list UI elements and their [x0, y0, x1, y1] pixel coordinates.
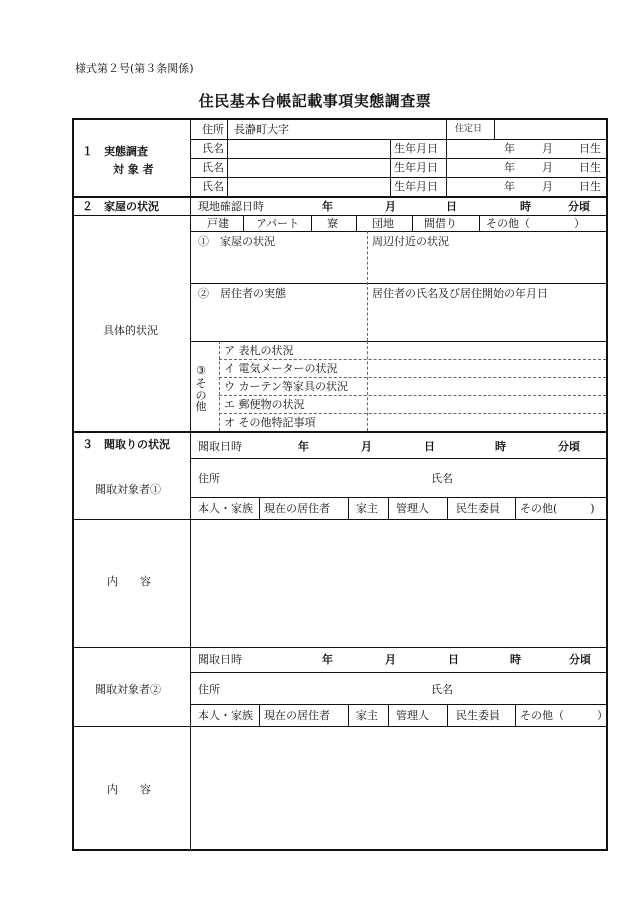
nameplate-label: ア 表札の状況	[224, 344, 294, 357]
birthdate-label: 生年月日	[394, 161, 438, 174]
birth-day-label: 日生	[579, 161, 601, 174]
target1-name-label: 氏名	[431, 472, 453, 485]
check-year-label: 年	[322, 200, 333, 213]
housing-type-detached[interactable]: 戸建	[207, 217, 229, 230]
interview1-month-label: 月	[361, 440, 372, 453]
interview2-time-label: 聞取日時	[198, 653, 242, 666]
site-check-label: 現地確認日時	[198, 200, 264, 213]
residence-date-label: 住定日	[455, 124, 483, 134]
address-field[interactable]: 長瀞町大字	[234, 123, 289, 136]
check-hour-label: 時	[520, 200, 531, 213]
section1-subheading: 対 象 者	[113, 163, 154, 176]
form-number: 様式第２号(第３条関係)	[75, 62, 194, 75]
name-label: 氏名	[202, 180, 224, 193]
housing-type-apartment[interactable]: アパート	[256, 217, 300, 230]
target2-relation-manager[interactable]: 管理人	[396, 709, 429, 722]
target1-relation-welfare[interactable]: 民生委員	[456, 502, 500, 515]
check-month-label: 月	[385, 200, 396, 213]
resident-status-label: ② 居住者の実態	[198, 287, 286, 300]
birth-year-label: 年	[504, 161, 515, 174]
interview2-month-label: 月	[385, 653, 396, 666]
interview2-day-label: 日	[448, 653, 459, 666]
target2-relation-welfare[interactable]: 民生委員	[456, 709, 500, 722]
survey-form-table	[72, 118, 608, 851]
interview2-minute-label: 分頃	[569, 653, 591, 666]
birth-month-label: 月	[542, 180, 553, 193]
name-label: 氏名	[202, 161, 224, 174]
electric-meter-label: イ 電気メーターの状況	[224, 362, 338, 375]
interview-target2-label: 聞取対象者②	[95, 683, 161, 696]
interview2-year-label: 年	[322, 653, 333, 666]
target1-relation-resident[interactable]: 現在の居住者	[264, 502, 330, 515]
birthdate-label: 生年月日	[394, 180, 438, 193]
interview1-hour-label: 時	[495, 440, 506, 453]
target1-address-label: 住所	[198, 472, 220, 485]
target2-relation-family[interactable]: 本人・家族	[198, 709, 253, 722]
section2-heading: ２ 家屋の状況	[82, 200, 159, 213]
residence-date-field[interactable]	[499, 124, 599, 136]
target2-relation-resident[interactable]: 現在の居住者	[264, 709, 330, 722]
birth-day-label: 日生	[579, 142, 601, 155]
content1-label: 内 容	[107, 575, 151, 588]
target1-relation-landlord[interactable]: 家主	[356, 502, 378, 515]
target1-relation-other[interactable]: その他( )	[520, 502, 595, 515]
resident-info-label: 居住者の氏名及び居住開始の年月日	[372, 287, 548, 300]
target2-relation-other[interactable]: その他（ ）	[520, 709, 608, 722]
curtain-furniture-label: ウ カーテン等家具の状況	[224, 380, 348, 393]
item3-number: ③	[196, 364, 206, 377]
target1-relation-manager[interactable]: 管理人	[396, 502, 429, 515]
interview1-minute-label: 分頃	[558, 440, 580, 453]
birth-year-label: 年	[504, 142, 515, 155]
birthdate-label: 生年月日	[394, 142, 438, 155]
content1-field[interactable]	[194, 523, 602, 643]
detail-label: 具体的状況	[103, 324, 158, 337]
interview-target1-label: 聞取対象者①	[95, 483, 161, 496]
section1-heading: １ 実態調査	[82, 145, 148, 158]
interview1-day-label: 日	[424, 440, 435, 453]
housing-type-dormitory[interactable]: 寮	[327, 217, 338, 230]
birth-month-label: 月	[542, 161, 553, 174]
check-day-label: 日	[446, 200, 457, 213]
special-notes-label: オ その他特記事項	[224, 416, 316, 429]
housing-type-room-rental[interactable]: 間借り	[424, 217, 457, 230]
item3-other-label: その他	[195, 377, 207, 414]
housing-type-complex[interactable]: 団地	[372, 217, 394, 230]
name-label: 氏名	[202, 142, 224, 155]
target2-address-label: 住所	[198, 683, 220, 696]
surroundings-label: 周辺付近の状況	[372, 235, 449, 248]
target1-relation-family[interactable]: 本人・家族	[198, 502, 253, 515]
interview1-year-label: 年	[298, 440, 309, 453]
interview2-hour-label: 時	[510, 653, 521, 666]
target2-name-label: 氏名	[431, 683, 453, 696]
house-condition-label: ① 家屋の状況	[198, 235, 275, 248]
form-title: 住民基本台帳記載事項実態調査票	[198, 92, 432, 110]
check-minute-label: 分頃	[568, 200, 590, 213]
interview1-time-label: 聞取日時	[198, 440, 242, 453]
address-label: 住所	[202, 123, 224, 136]
content2-label: 内 容	[107, 783, 151, 796]
mail-label: エ 郵便物の状況	[224, 398, 305, 411]
section3-heading: ３ 聞取りの状況	[82, 438, 170, 451]
birth-month-label: 月	[542, 142, 553, 155]
content2-field[interactable]	[194, 730, 602, 845]
housing-type-other[interactable]: その他（ ）	[486, 217, 585, 230]
birth-year-label: 年	[504, 180, 515, 193]
birth-day-label: 日生	[579, 180, 601, 193]
target2-relation-landlord[interactable]: 家主	[356, 709, 378, 722]
